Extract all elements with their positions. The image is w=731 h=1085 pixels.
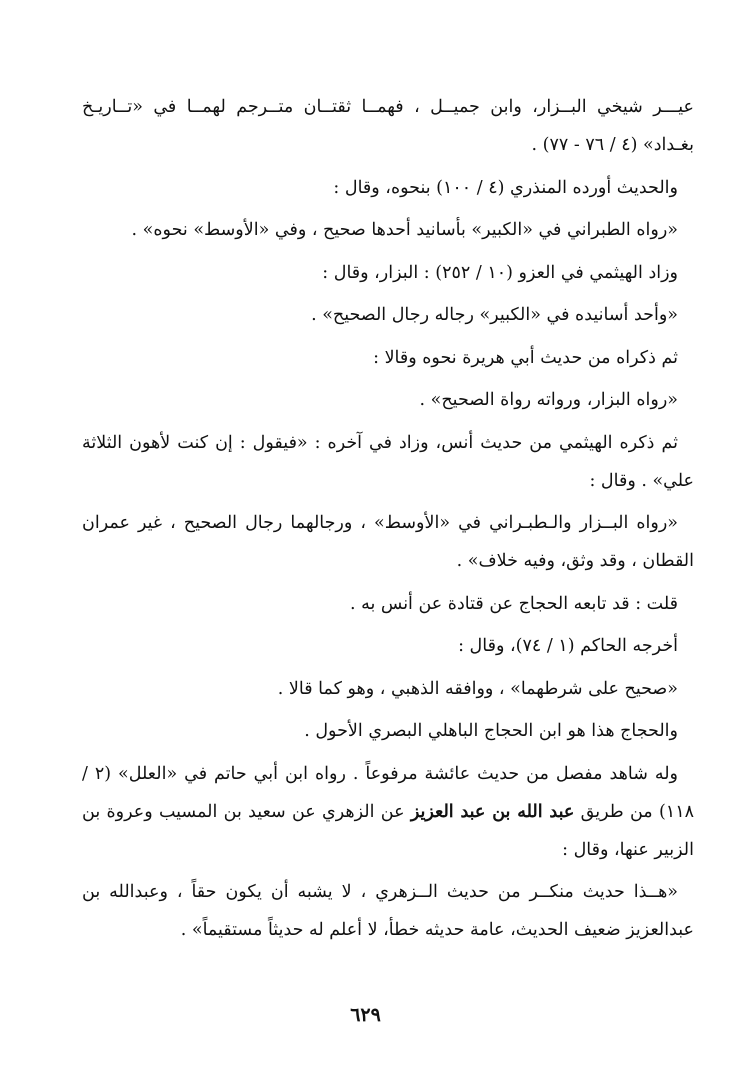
paragraph-3: «رواه الطبراني في «الكبير» بأسانيد أحدها صحيح ، وفي «الأوسط» نحوه» .	[131, 220, 678, 240]
paragraph-7: «رواه البزار، ورواته رواة الصحيح» .	[419, 390, 678, 410]
paragraph-5: «وأحد أسانيده في «الكبير» رجاله رجال الصحيح» .	[311, 305, 678, 325]
paragraph-14	[82, 755, 694, 869]
paragraph-8: ثم ذكره الهيثمي من حديث أنس، وزاد في آخره : «فيقول : إن كنت لأهون الثلاثة علي» . وقال :	[82, 432, 694, 491]
narrator-name: عبد الله بن عبد العزيز	[410, 801, 575, 822]
paragraph-10: قلت : قد تابعه الحجاج عن قتادة عن أنس به .	[349, 593, 678, 614]
paragraph-6: ثم ذكراه من حديث أبي هريرة نحوه وقالا :	[373, 347, 678, 368]
paragraph-4: وزاد الهيثمي في العزو (١٠ / ٢٥٢) : البزار، وقال :	[322, 262, 678, 283]
paragraph-14-before: وله شاهد مفصل من حديث عائشة مرفوعاً . رواه ابن أبي حاتم في «العلل» (٢ / ١١٨) من طريق	[82, 763, 694, 822]
paragraph-14-after: عن الزهري عن سعيد بن المسيب وعروة بن الزبير عنها، وقال :	[82, 801, 694, 860]
paragraph-15: «هــذا حديث منكــر من حديث الــزهري ، لا يشبه أن يكون حقاً ، وعبدالله بن عبدالعزيز ضعيف الحديث، عامة حديثه خطأ، لا أعلم له حديثاً مستقيماً» .	[82, 882, 694, 940]
paragraph-13: والحجاج هذا هو ابن الحجاج الباهلي البصري الأحول .	[304, 721, 678, 741]
paragraph-12: «صحيح على شرطهما» ، ووافقه الذهبي ، وهو كما قالا .	[277, 678, 678, 699]
paragraph-11: أخرجه الحاكم (١ / ٧٤)، وقال :	[458, 636, 678, 656]
paragraph-9: «رواه البــزار والـطبـراني في «الأوسط» ، ورجالهما رجال الصحيح ، غير عمران القطان ، وقد وثق، وفيه خلاف» .	[82, 513, 694, 571]
paragraph-2: والحديث أورده المنذري (٤ / ١٠٠) بنحوه، وقال :	[333, 177, 678, 198]
page-body	[82, 88, 694, 954]
paragraph-1: عيـــر شيخي البــزار، وابن جميــل ، فهمــا ثقتــان متــرجم لهمــا في «تــاريـخ بغـداد» (٤ / ٧٦ - ٧٧) .	[82, 97, 694, 155]
page-number: ٦٢٩	[350, 1004, 381, 1026]
